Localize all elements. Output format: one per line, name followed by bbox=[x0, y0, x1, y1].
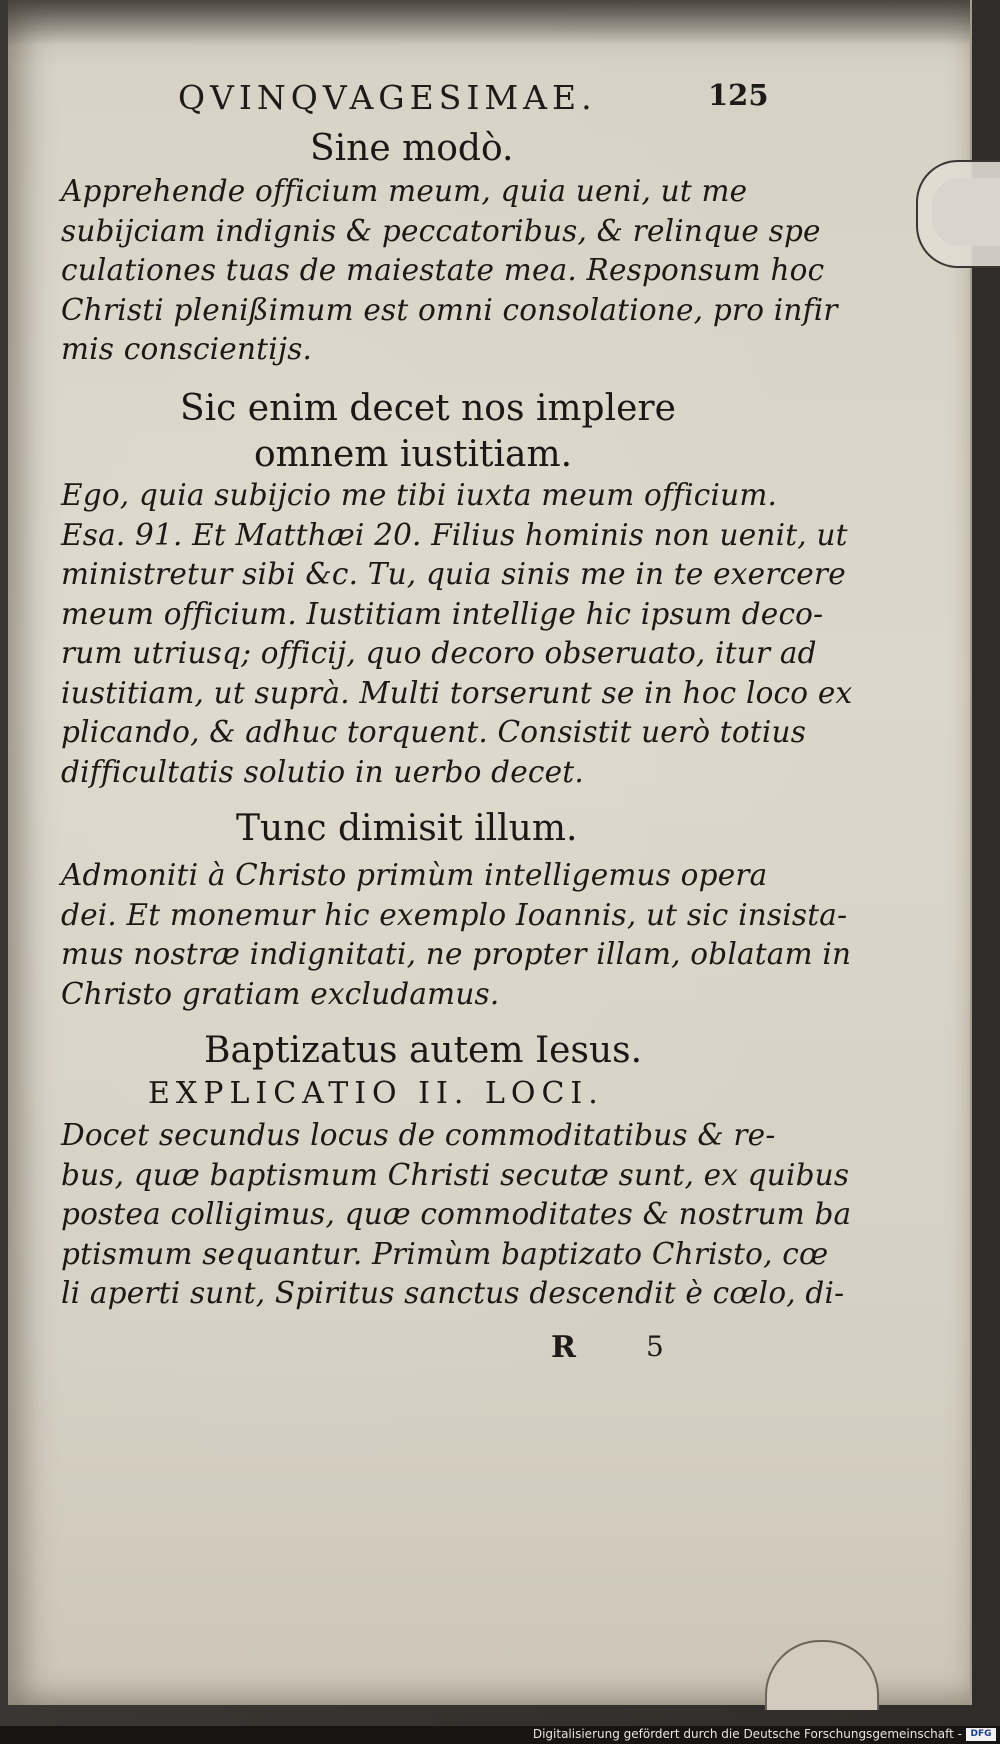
text-line: ministretur sibi &c. Tu, quia sinis me in te exercere bbox=[61, 557, 846, 591]
text-line: iustitiam, ut suprà. Multi torserunt se in hoc loco ex bbox=[61, 675, 853, 710]
page-number: 125 bbox=[708, 78, 769, 112]
text-line: culationes tuas de maiestate mea. Responsum hoc bbox=[61, 253, 825, 287]
section-heading: Tunc dimisit illum. bbox=[236, 808, 578, 849]
dfg-logo: DFG bbox=[966, 1728, 996, 1741]
page-top-shadow bbox=[8, 0, 970, 46]
text-line: Christo gratiam excludamus. bbox=[61, 976, 500, 1011]
paragraph bbox=[61, 856, 852, 1014]
running-title: QVINQVAGESIMAE. bbox=[178, 78, 597, 117]
footer-credit: Digitalisierung gefördert durch die Deutsche Forschungsgemeinschaft - bbox=[532, 1727, 962, 1741]
text-line: plicando, & adhuc torquent. Consistit uerò totius bbox=[61, 715, 807, 749]
text-line: mis conscientijs. bbox=[61, 332, 313, 366]
section-heading: Baptizatus autem Iesus. bbox=[204, 1030, 643, 1071]
text-line: Docet secundus locus de commoditatibus & re- bbox=[61, 1118, 776, 1152]
text-line: li aperti sunt, Spiritus sanctus descendit è cœlo, di- bbox=[61, 1276, 845, 1310]
text-line: Admoniti à Christo primùm intelligemus opera bbox=[61, 858, 768, 892]
text-line: dei. Et monemur hic exemplo Ioannis, ut sic insista- bbox=[61, 897, 848, 932]
text-line: Apprehende officium meum, quia ueni, ut me bbox=[61, 174, 748, 208]
signature-number: 5 bbox=[646, 1330, 664, 1363]
paragraph bbox=[61, 1116, 852, 1314]
text-line: difficultatis solutio in uerbo decet. bbox=[61, 754, 584, 789]
section-subheading: EXPLICATIO II. LOCI. bbox=[148, 1076, 604, 1111]
text-line: ptismum sequantur. Primùm baptizato Christo, cœ bbox=[61, 1236, 829, 1271]
text-line: postea colligimus, quæ commoditates & nostrum ba bbox=[61, 1197, 852, 1231]
text-line: Ego, quia subijcio me tibi iuxta meum officium. bbox=[61, 478, 778, 512]
section-heading: Sine modò. bbox=[310, 128, 514, 169]
section-heading: Sic enim decet nos implere bbox=[180, 388, 676, 429]
text-line: rum utriusq; officij, quo decoro obseruato, itur ad bbox=[61, 636, 817, 670]
text-line: meum officium. Iustitiam intellige hic ipsum deco- bbox=[61, 596, 824, 631]
text-line: mus nostræ indignitati, ne propter illam, oblatam in bbox=[61, 937, 852, 971]
text-line: bus, quæ baptismum Christi secutæ sunt, ex quibus bbox=[61, 1157, 850, 1192]
paragraph bbox=[61, 172, 838, 370]
book-page bbox=[8, 0, 972, 1705]
paragraph bbox=[61, 476, 853, 792]
bookmark-tab-inner bbox=[932, 178, 1000, 246]
text-line: Esa. 91. Et Matthæi 20. Filius hominis non uenit, ut bbox=[61, 517, 848, 552]
signature-mark: R bbox=[551, 1330, 576, 1365]
section-heading-line2: omnem iustitiam. bbox=[254, 434, 573, 475]
text-line: Christi plenißimum est omni consolatione, pro infir bbox=[61, 292, 838, 327]
text-line: subijciam indignis & peccatoribus, & relinque spe bbox=[61, 213, 821, 248]
